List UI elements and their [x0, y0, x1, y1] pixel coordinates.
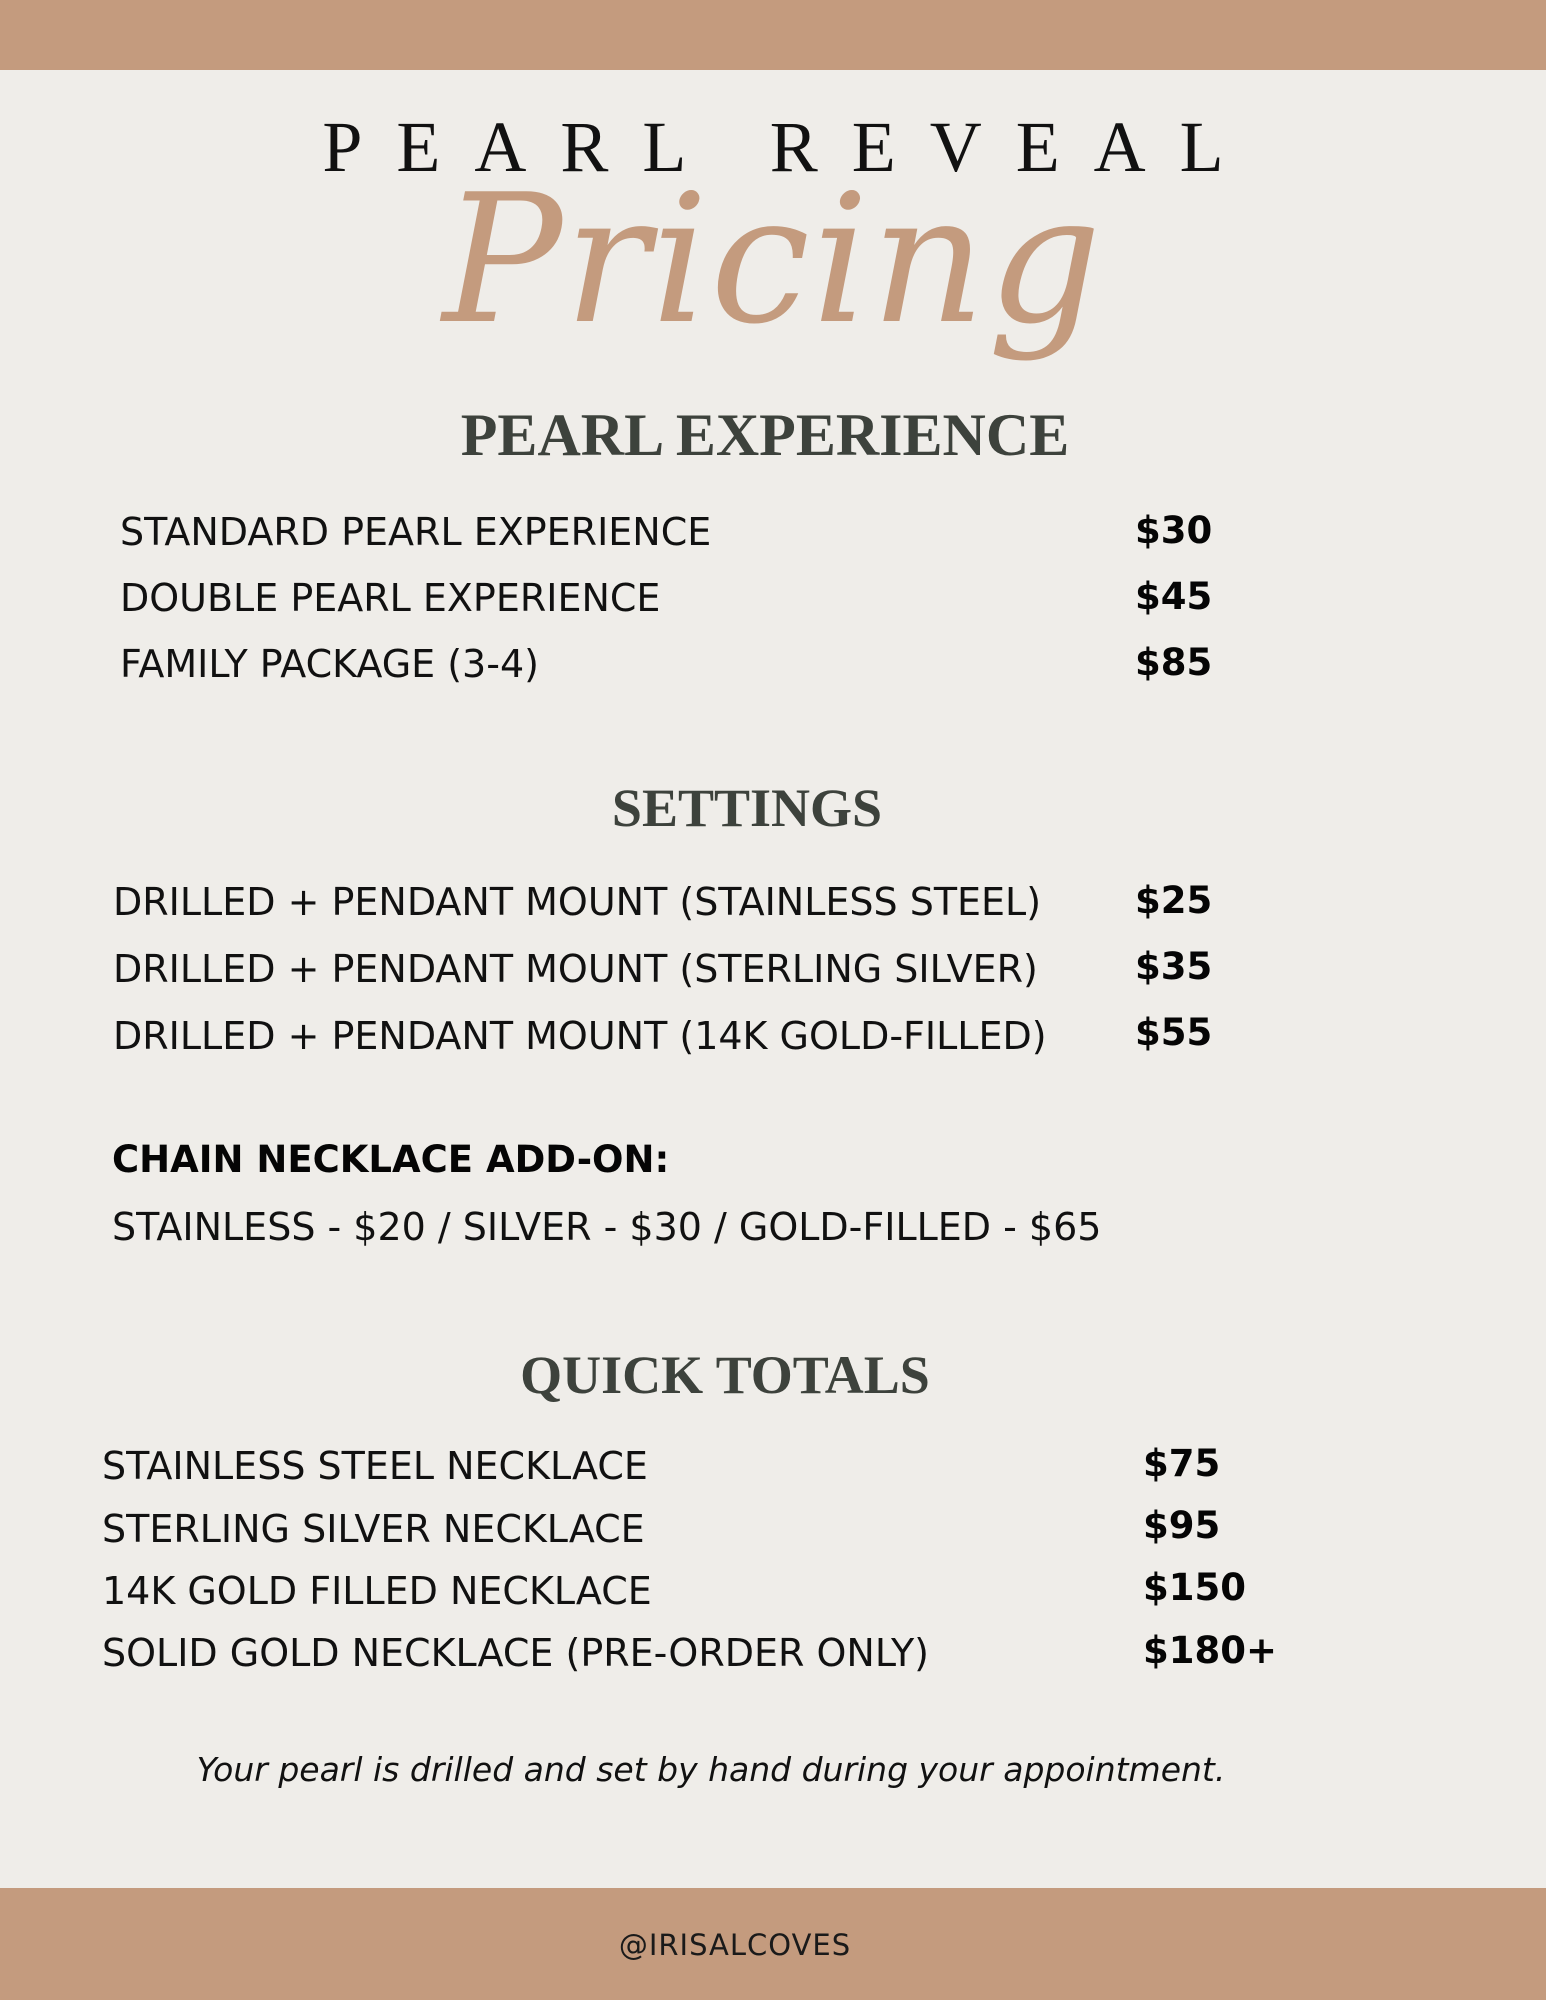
- list-item-price: $45: [1135, 575, 1213, 618]
- list-item-price: $35: [1135, 945, 1213, 988]
- list-item-label: STERLING SILVER NECKLACE: [102, 1507, 645, 1551]
- list-item-price: $55: [1135, 1011, 1213, 1054]
- list-item-price: $75: [1143, 1442, 1221, 1485]
- list-item-label: DRILLED + PENDANT MOUNT (14K GOLD-FILLED): [113, 1014, 1047, 1058]
- section-heading-quick-totals: QUICK TOTALS: [520, 1345, 930, 1405]
- list-item-label: STAINLESS STEEL NECKLACE: [102, 1444, 648, 1488]
- list-item-label: FAMILY PACKAGE (3-4): [120, 642, 539, 686]
- chain-addon-detail: STAINLESS - $20 / SILVER - $30 / GOLD-FILLED - $65: [112, 1205, 1102, 1249]
- chain-addon-title: CHAIN NECKLACE ADD-ON:: [112, 1138, 670, 1181]
- list-item-label: SOLID GOLD NECKLACE (PRE-ORDER ONLY): [102, 1631, 929, 1675]
- list-item-price: $95: [1143, 1504, 1221, 1547]
- list-item-label: STANDARD PEARL EXPERIENCE: [120, 510, 712, 554]
- social-handle: @IRISALCOVES: [618, 1928, 852, 1962]
- list-item-label: 14K GOLD FILLED NECKLACE: [102, 1569, 652, 1613]
- top-band: [0, 0, 1546, 70]
- section-heading-settings: SETTINGS: [611, 778, 883, 838]
- appointment-note: Your pearl is drilled and set by hand during your appointment.: [196, 1750, 1226, 1789]
- list-item-price: $30: [1135, 509, 1213, 552]
- list-item-price: $180+: [1143, 1629, 1277, 1672]
- list-item-price: $85: [1135, 641, 1213, 684]
- list-item-price: $25: [1135, 879, 1213, 922]
- list-item-label: DRILLED + PENDANT MOUNT (STERLING SILVER): [113, 947, 1038, 991]
- list-item-price: $150: [1143, 1566, 1246, 1609]
- section-heading-pearl-experience: PEARL EXPERIENCE: [460, 402, 1070, 468]
- list-item-label: DRILLED + PENDANT MOUNT (STAINLESS STEEL): [113, 880, 1042, 924]
- brand-name: PEARL REVEAL: [322, 107, 1258, 187]
- page-title: Pricing: [442, 156, 1104, 363]
- list-item-label: DOUBLE PEARL EXPERIENCE: [120, 576, 661, 620]
